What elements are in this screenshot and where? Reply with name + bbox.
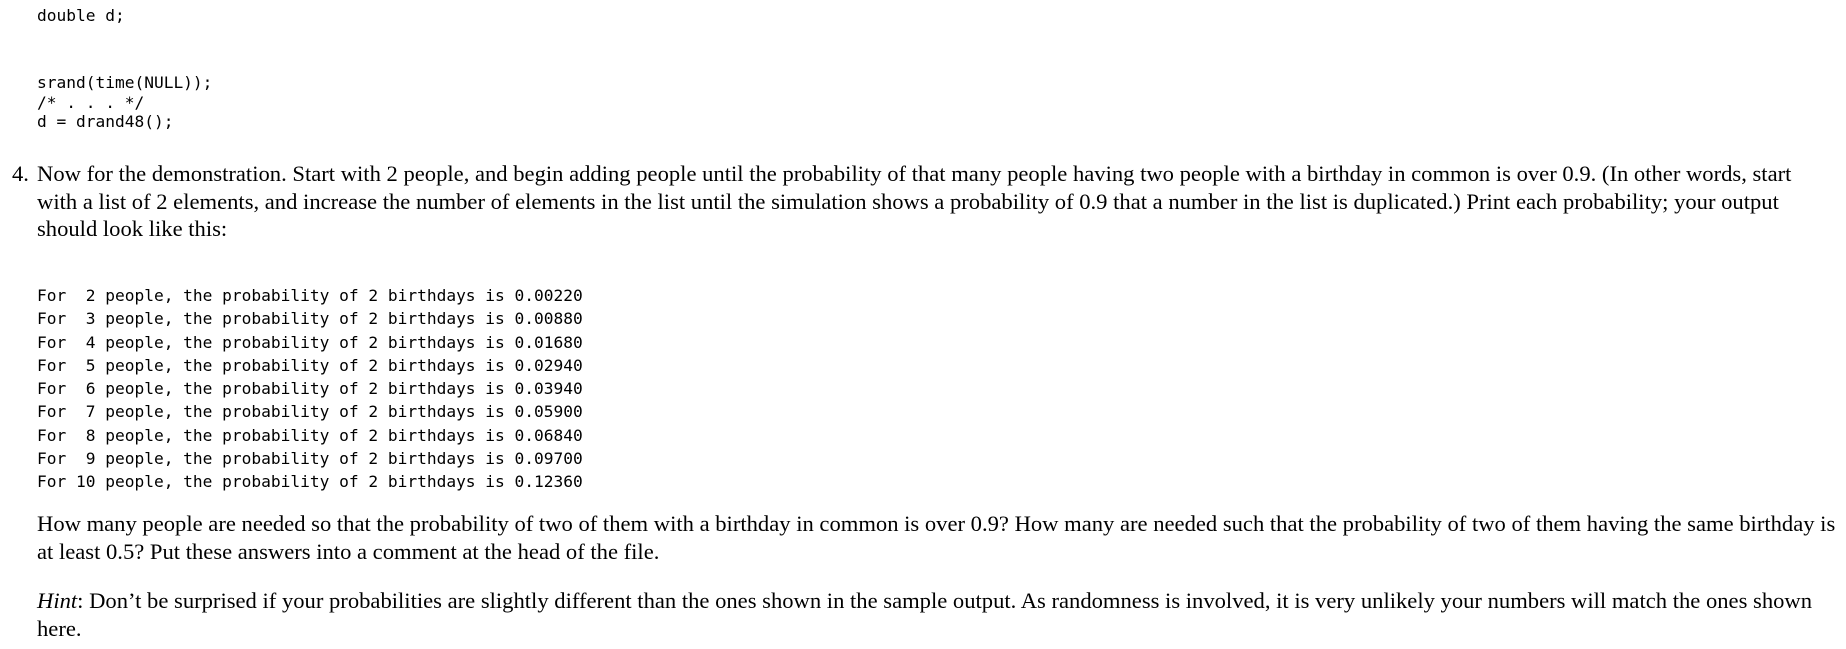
instruction-paragraph: Now for the demonstration. Start with 2 people, and begin adding people until the probability of that many people having two people with a birthday in common is over 0.9. (In other words, start with a list of 2 elements, and increase the number of elements in the list until the simulation shows a probability of 0.9 that a number in the list is duplicated.) Print each probability; your output should look like this: [37, 161, 1792, 241]
hint-text: : Don’t be surprised if your probabilities are slightly different than the ones shown in the sample output. As randomness is involved, it is very unlikely your numbers will match the ones shown here. [37, 588, 1813, 641]
code-declaration: double d; [37, 6, 125, 25]
list-item-number: 4. [12, 161, 29, 186]
hint-paragraph [37, 587, 1837, 642]
question-paragraph: How many people are needed so that the probability of two of them with a birthday in common is over 0.9? How many are needed such that the probability of two of them having the same birthday is at least 0.5? Put these answers into a comment at the head of the file. [37, 511, 1836, 564]
hint-label: Hint [37, 588, 78, 613]
code-random-init: srand(time(NULL)); /* . . . */ d = drand48(); [37, 73, 213, 131]
sample-output-block: For 2 people, the probability of 2 birthdays is 0.00220 For 3 people, the probability of 2 birthdays is 0.00880 For 4 people, the probability of 2 birthdays is 0.01680 For 5 people, the probability of 2 birthdays is 0.02940 For 6 people, the probability of 2 birthdays is 0.03940 For 7 people, the probability of 2 birthdays is 0.05900 For 8 people, the probability of 2 birthdays is 0.06840 For 9 people, the probability of 2 birthdays is 0.09700 For 10 people, the probability of 2 birthdays is 0.12360 [37, 286, 583, 492]
